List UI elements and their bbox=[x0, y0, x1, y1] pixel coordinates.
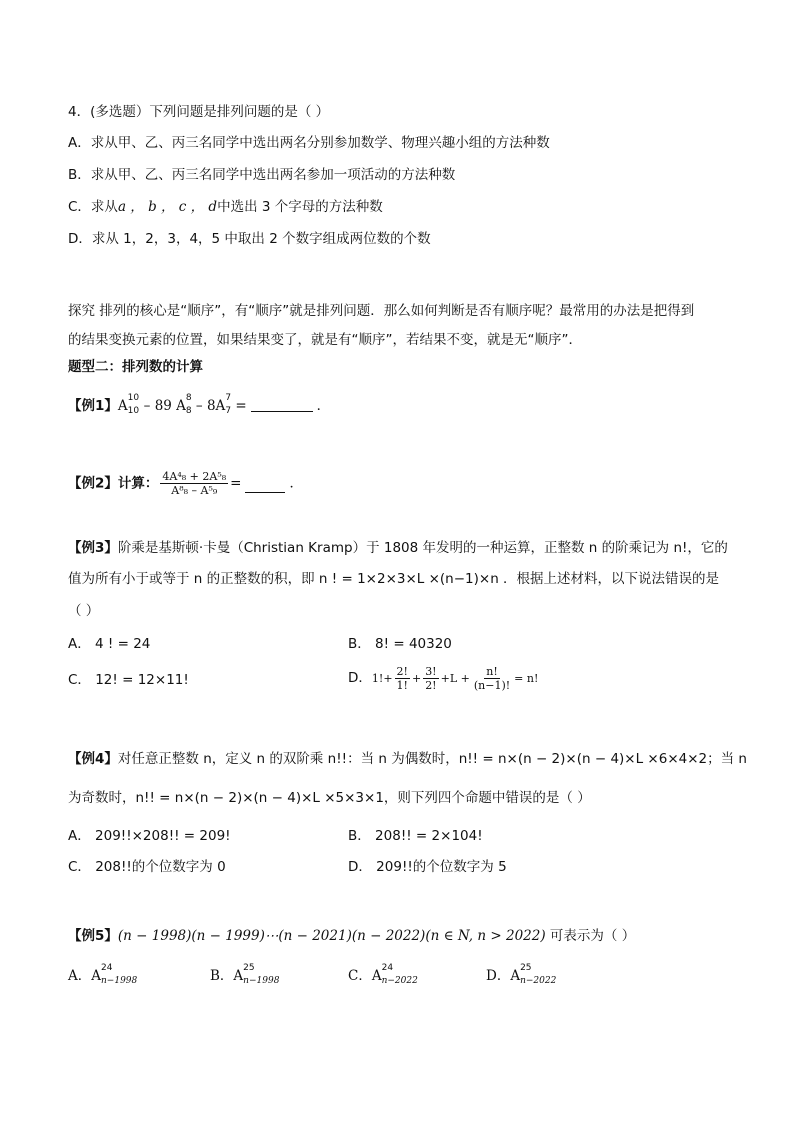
q4-stem: 4．(多选题）下列问题是排列问题的是（ ） bbox=[68, 104, 330, 120]
ex5-d-label: D．A bbox=[486, 968, 521, 984]
example-2 bbox=[68, 470, 303, 497]
example-2-label: 【例2】计算： bbox=[68, 475, 159, 492]
q4-option-c-pre: C．求从 bbox=[68, 199, 118, 215]
ex1-sup-2: 8 bbox=[185, 393, 192, 403]
answer-blank[interactable] bbox=[245, 492, 285, 493]
ex3-option-a[interactable]: A． 4 ! = 24 bbox=[68, 636, 151, 652]
explore-line-1: 探究 排列的核心是“顺序”，有“顺序”就是排列问题．那么如何判断是否有顺序呢？最常用的办法是把得到 bbox=[68, 303, 695, 319]
example-4-line-1 bbox=[68, 749, 747, 769]
ex5-option-a[interactable] bbox=[68, 963, 138, 986]
ex3-d-first: 1!+ bbox=[371, 672, 393, 685]
example-1-label: 【例1】 bbox=[68, 398, 118, 414]
q4-option-a[interactable]: A．求从甲、乙、丙三名同学中选出两名分别参加数学、物理兴趣小组的方法种数 bbox=[68, 135, 550, 151]
ex2-fraction bbox=[160, 470, 228, 497]
ex1-sub-1: 10 bbox=[127, 406, 140, 416]
frac-denominator: 1! bbox=[396, 678, 408, 692]
example-3-line-2: 值为所有小于或等于 n 的正整数的积，即 n ! = 1×2×3×L ×(n−1)×n ．根据上述材料，以下说法错误的是 bbox=[68, 571, 720, 587]
example-3-line-3: （ ） bbox=[68, 603, 100, 619]
ex4-option-a[interactable]: A． 209!!×208!! = 209! bbox=[68, 828, 231, 844]
ex1-sub-3: 7 bbox=[225, 406, 232, 416]
ex5-b-sub: n−1998 bbox=[243, 976, 280, 986]
example-4-line-2: 为奇数时，n!! = n×(n − 2)×(n − 4)×L ×5×3×1，则下列四个命题中错误的是（ ） bbox=[68, 790, 591, 806]
ex3-d-frac-1 bbox=[395, 665, 410, 692]
ex4-option-b[interactable]: B． 208!! = 2×104! bbox=[348, 828, 483, 844]
explore-line-2: 的结果变换元素的位置，如果结果变了，就是有“顺序”，若结果不变，就是无“顺序”． bbox=[68, 332, 582, 348]
ex1-sub-2: 8 bbox=[185, 406, 192, 416]
q4-option-c-vars: a ， b ， c ， d bbox=[117, 199, 218, 215]
frac-numerator: 3! bbox=[425, 664, 437, 678]
ex3-option-c[interactable]: C． 12! = 12×11! bbox=[68, 672, 189, 688]
ex1-term-3: – 8A bbox=[195, 398, 226, 414]
ex5-c-sup: 24 bbox=[381, 963, 394, 973]
ex5-a-sup: 24 bbox=[101, 963, 113, 973]
ex5-d-sup: 25 bbox=[520, 963, 532, 973]
ex2-denominator: A⁸₈ – A⁵₉ bbox=[171, 484, 218, 497]
q4-option-c[interactable] bbox=[68, 197, 383, 217]
ex3-d-plus: + bbox=[411, 672, 422, 685]
ex5-b-sup: 25 bbox=[243, 963, 255, 973]
frac-numerator: n! bbox=[486, 664, 498, 678]
q4-option-d[interactable]: D．求从 1，2，3，4，5 中取出 2 个数字组成两位数的个数 bbox=[68, 231, 431, 247]
ex3-d-frac-3 bbox=[472, 665, 512, 692]
ex2-tail: ． bbox=[289, 475, 303, 492]
example-3-label: 【例3】 bbox=[68, 540, 118, 556]
ex3-option-b[interactable]: B． 8! = 40320 bbox=[348, 636, 452, 652]
example-5-tail: 可表示为（ ） bbox=[549, 928, 636, 944]
q4-option-b[interactable]: B．求从甲、乙、丙三名同学中选出两名参加一项活动的方法种数 bbox=[68, 167, 456, 183]
ex4-option-d[interactable]: D． 209!!的个位数字为 5 bbox=[348, 859, 507, 875]
ex5-b-label: B．A bbox=[210, 968, 244, 984]
frac-numerator: 2! bbox=[396, 664, 408, 678]
ex5-option-b[interactable] bbox=[210, 963, 280, 986]
ex1-equals: = bbox=[235, 398, 247, 414]
ex5-a-label: A．A bbox=[68, 968, 101, 984]
example-3-line-1 bbox=[68, 538, 728, 558]
ex5-c-sub: n−2022 bbox=[381, 976, 418, 986]
ex1-term-2: – 89 A bbox=[143, 398, 186, 414]
ex5-d-sub: n−2022 bbox=[520, 976, 557, 986]
ex3-option-d[interactable] bbox=[348, 664, 538, 693]
example-4-label: 【例4】 bbox=[68, 751, 118, 767]
q4-option-c-post: 中选出 3 个字母的方法种数 bbox=[217, 199, 383, 215]
ex1-sup-1: 10 bbox=[127, 393, 140, 403]
answer-blank[interactable] bbox=[251, 411, 313, 412]
example-1 bbox=[68, 393, 331, 416]
section-title: 题型二：排列数的计算 bbox=[68, 359, 203, 375]
ex5-option-c[interactable] bbox=[348, 963, 418, 986]
ex2-numerator: 4A⁴₈ + 2A⁵₈ bbox=[162, 470, 227, 483]
ex3-d-frac-2 bbox=[423, 665, 438, 692]
frac-denominator: 2! bbox=[425, 678, 437, 692]
ex5-option-d[interactable] bbox=[486, 963, 557, 986]
example-5-expression: (n − 1998)(n − 1999)⋯(n − 2021)(n − 2022)(n ∈ N, n > 2022) bbox=[117, 928, 546, 944]
ex3-d-prefix: D． bbox=[348, 670, 372, 686]
frac-denominator: (n−1)! bbox=[473, 678, 511, 692]
ex1-tail: ． bbox=[316, 398, 331, 414]
example-4-text-1: 对任意正整数 n，定义 n 的双阶乘 n!!：当 n 为偶数时，n!! = n×(n − 2)×(n − 4)×L ×6×4×2；当 n bbox=[117, 751, 747, 767]
ex3-d-end: = n! bbox=[514, 672, 539, 685]
example-5-label: 【例5】 bbox=[68, 928, 118, 944]
ex2-equals: = bbox=[230, 475, 242, 492]
example-5 bbox=[68, 926, 635, 946]
example-3-text-1: 阶乘是基斯顿·卡曼（Christian Kramp）于 1808 年发明的一种运算，正整数 n 的阶乘记为 n!，它的 bbox=[117, 540, 728, 556]
ex4-option-c[interactable]: C． 208!!的个位数字为 0 bbox=[68, 859, 226, 875]
ex5-a-sub: n−1998 bbox=[101, 976, 138, 986]
ex1-sup-3: 7 bbox=[225, 393, 232, 403]
ex5-c-label: C．A bbox=[348, 968, 382, 984]
ex1-term-1: A bbox=[117, 398, 128, 414]
ex3-d-mid: +L + bbox=[440, 672, 470, 685]
